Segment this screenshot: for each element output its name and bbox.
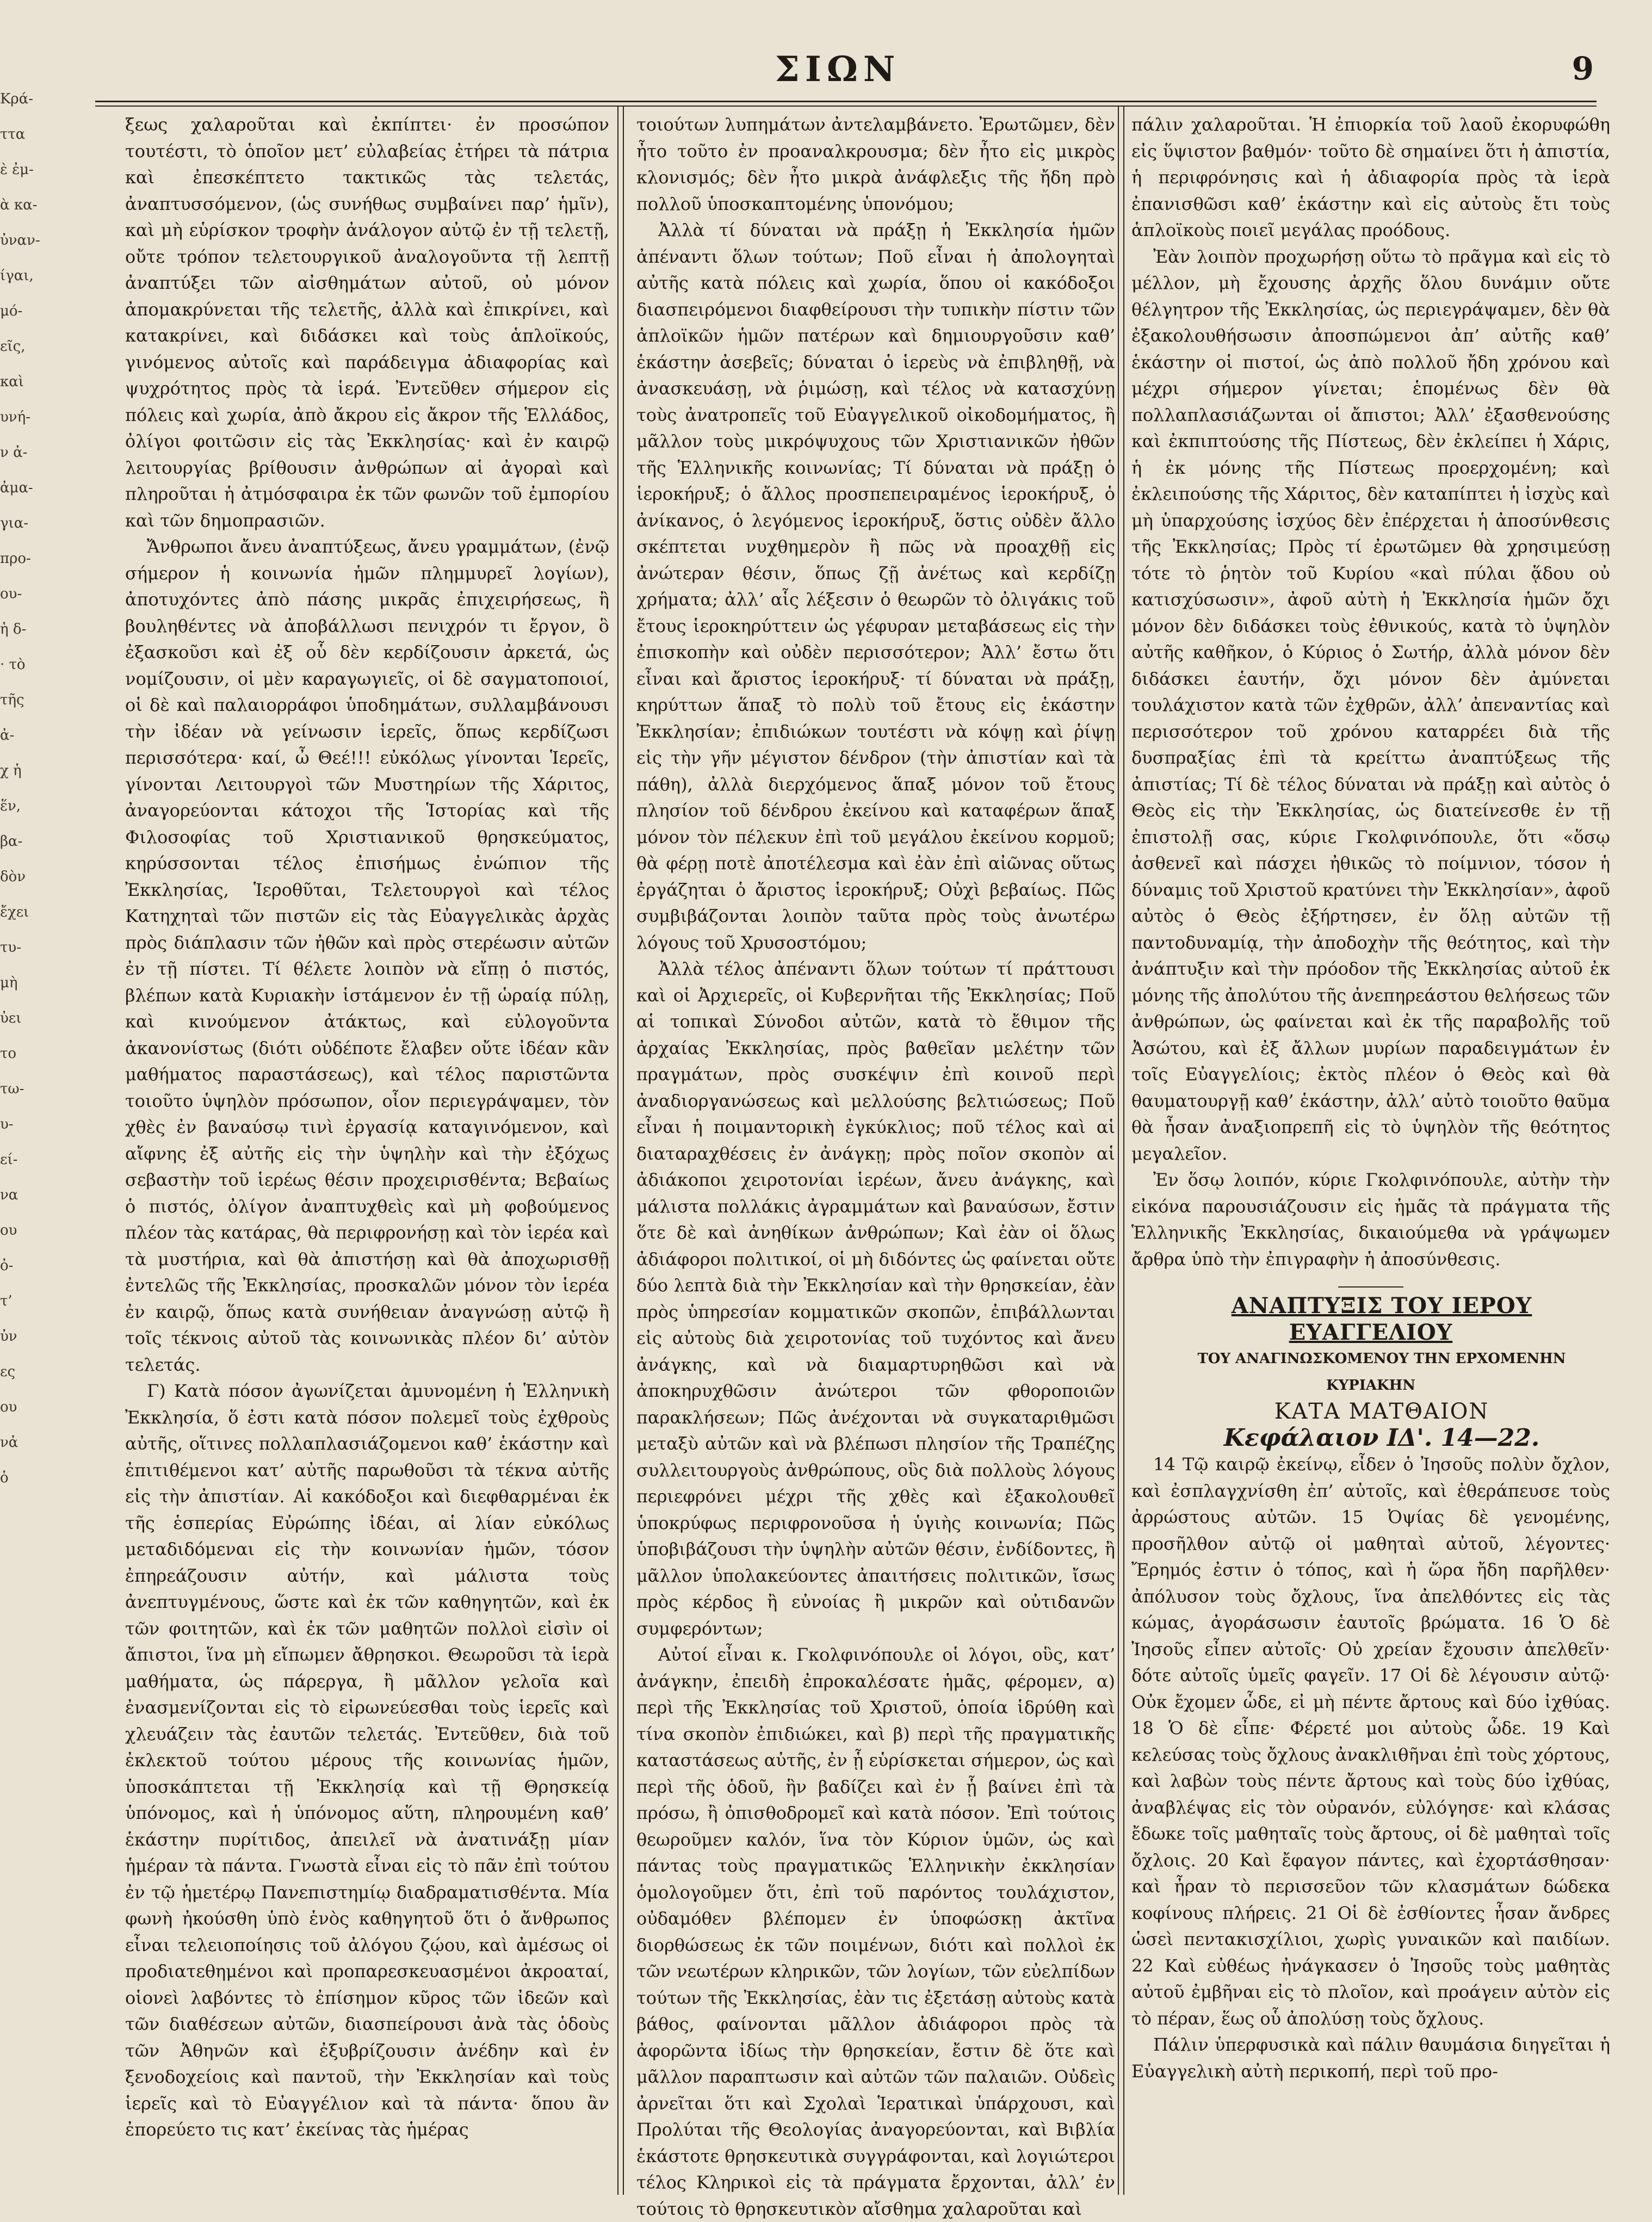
margin-fragment: τω-	[0, 1081, 24, 1097]
column-divider	[617, 106, 624, 2195]
margin-fragment: ὀ-	[0, 1258, 14, 1274]
gospel-section-title: ΑΝΑΠΤΥΞΙΣ ΤΟΥ ΙΕΡΟΥ ΕΥΑΓΓΕΛΙΟΥ	[1231, 1293, 1532, 1345]
margin-fragment: τυ-	[0, 939, 21, 956]
margin-fragment: μὴ	[0, 975, 18, 991]
paragraph: πάλιν χαλαροῦται. Ἡ ἐπιορκία τοῦ λαοῦ ἐκορυφώθη εἰς ὕψιστον βαθμόν· τοῦτο δὲ σημαίνει ὅτι ἡ ἀπιστία, ἡ περιφρόνησις καὶ ἡ ἀδιαφορία πρὸς τὰ ἱερὰ ἐπανισθῶσι καθ’ ἑκάστην καὶ εἰς αὐτοὺς ἔτι τοὺς ἁπλοϊκοὺς ποιεῖ μεγάλας προόδους.	[1131, 114, 1610, 240]
margin-fragment: τῆς	[0, 692, 24, 708]
margin-fragment: δὸν	[0, 869, 26, 885]
margin-fragment: να	[0, 1187, 18, 1203]
gospel-chapter: Κεφάλαιον ΙΔ'. 14—22.	[1223, 1423, 1540, 1452]
header-rule	[95, 101, 1597, 107]
margin-fragment: ὰ κα-	[0, 197, 38, 213]
margin-fragment: ὐναν-	[0, 232, 40, 249]
paragraph: Ἀλλὰ τέλος ἀπέναντι ὅλων τούτων τί πράττουσι καὶ οἱ Ἀρχιερεῖς, οἱ Κυβερνῆται τῆς Ἐκκλησίας; Ποῦ αἱ τοπικαὶ Σύνοδοι αὐτῶν, κατὰ τὸ ἔθιμον τῆς ἀρχαίας Ἐκκλησίας, πρὸς βαθεῖαν μελέτην τῶν πραγμάτων, πρὸς συσκέψιν ἐπὶ κοινοῦ περὶ ἀναδιοργανώσεως καὶ μελλούσης βελτιώσεως; Ποῦ εἶναι ἡ ποιμαντορικὴ ἐγκύκλιος; ποῦ τέλος καὶ αἱ διαταραχθέσεις ἐν ἀνάγκῃ; πρὸς ποῖον σκοπὸν αἱ ἀδιάκοποι χειροτονίαι ἱερέων, ἄνευ ἀνάγκης, καὶ μάλιστα πολλάκις ἀγραμμάτων καὶ βαναύσων, ἔστιν ὅτε δὲ καὶ ἀνηθίκων ἀνθρώπων; Καὶ ἐὰν οἱ ὅλως ἀδιάφοροι πολιτικοί, οἱ μὴ διδόντες ὡς φαίνεται οὔτε δύο λεπτὰ διὰ τὴν Ἐκκλησίαν καὶ τὴν θρησκείαν, ἐὰν πρὸς ὑπηρεσίαν κομματικῶν σκοπῶν, ἐπιβάλλωνται εἰς αὐτοὺς διὰ χειροτονίας τοῦ τυχόντος καὶ ἄνευ ἀνάγκης, καὶ νὰ διαμαρτυρηθῶσι καὶ νὰ ἀποκηρυχθῶσιν ἀνώτεροι τῶν φθοροποιῶν παρακλήσεων; Πῶς ἀνέχονται νὰ συγκαταριθμῶσι μεταξὺ αὐτῶν καὶ νὰ βλέπωσι πλησίον τῆς Τραπέζης συλλειτουργοὺς ἀνθρώπους, οὓς διὰ πολλοὺς λόγους περιεφρόνει μέχρι τῆς χθὲς καὶ ἐξακολουθεῖ ὑποκρύφως περιφρονοῦσα ἡ ὑγιὴς κοινωνία; Πῶς ὑποβιβάζουσι τὴν ὑψηλὴν αὐτῶν θέσιν, ἐνδίδοντες, ἢ μᾶλλον ὑπολακεύοντες ἀπαιτήσεις πολιτικῶν, ἴσως πρὸς κέρδος ἢ εὐνοίας ἢ μικρῶν καὶ οὐτιδανῶν συμφερόντων;	[636, 958, 1115, 1639]
margin-fragment: το	[0, 1045, 17, 1062]
masthead-title: ΣΙΩΝ	[775, 49, 901, 90]
margin-fragment: ττα	[0, 126, 26, 143]
margin-fragment: ἔχει	[0, 904, 29, 920]
margin-fragment: υνή-	[0, 409, 30, 425]
margin-fragment: ἀ-	[0, 727, 15, 744]
margin-fragment: ου	[0, 1222, 17, 1239]
margin-fragment: νἀ	[0, 1434, 18, 1451]
margin-fragment: ίγαι,	[0, 268, 34, 284]
paragraph: Ἐν ὅσῳ λοιπόν, κύριε Γκολφινόπουλε, αὐτὴν τὴν εἰκόνα παρουσιάζουσιν εἰς ἡμᾶς τὰ πράγματα τῆς Ἑλληνικῆς Ἐκκλησίας, δικαιούμεθα νὰ γράψωμεν ἄρθρα ὑπὸ τὴν ἐπιγραφὴν ἡ ἀποσύνθεσις.	[1131, 1169, 1610, 1270]
paragraph: Αὐτοί εἶναι κ. Γκολφινόπουλε οἱ λόγοι, οὓς, κατ’ ἀνάγκην, ἐπειδὴ ἐπροκαλέσατε ἡμᾶς, φέρομεν, α) περὶ τῆς Ἐκκλησίας τοῦ Χριστοῦ, ὁποία ἱδρύθη καὶ τίνα σκοπὸν ἐπιδιώκει, καὶ β) περὶ τῆς πραγματικῆς καταστάσεως αὐτῆς, ἐν ᾗ εὑρίσκεται σήμερον, ὡς καὶ περὶ τῆς ὁδοῦ, ἣν βαδίζει καὶ ἐν ᾗ βαίνει ἐπὶ τὰ πρόσω, ἢ ὀπισθοδρομεῖ καὶ κατὰ πόσον. Ἐπὶ τούτοις θεωροῦμεν καλόν, ἵνα τὸν Κύριον ὑμῶν, ὡς καὶ πάντας τοὺς πραγματικῶς Ἑλληνικὴν ἐκκλησίαν ὁμολογοῦμεν ὅτι, ἐπὶ τοῦ παρόντος τουλάχιστον, οὐδαμόθεν βλέπομεν ἐν ὑποφώσκῃ ἀκτῖνα διορθώσεως ἐκ τῶν ποιμένων, διότι καὶ πολλοὶ ἐκ τῶν νεωτέρων κληρικῶν, τῶν λογίων, τῶν εὐελπίδων τούτων τῆς Ἐκκλησίας, ἐὰν τις ἐξετάσῃ αὐτοὺς κατὰ βάθος, φαίνονται μᾶλλον ἀδιάφοροι πρὸς τὰ ἀφορῶντα ἰδίως τὴν θρησκείαν, ἔστιν δὲ ὅτε καὶ μᾶλλον παραπτωσιν καὶ αὐτῶν τῶν παλαιῶν. Οὐδεὶς ἀρνεῖται ὅτι καὶ Σχολαὶ Ἱερατικαὶ ὑπάρχουσι, καὶ Προλύται τῆς Θεολογίας ἀναγορεύονται, καὶ Βιβλία ἑκάστοτε θρησκευτικὰ συγγράφονται, καὶ λογιώτεροι τέλος Κληρικοὶ εἰς τὰ πράγματα ἔρχονται, ἀλλ’ ἐν τούτοις τὸ θρησκευτικὸν αἴσθημα χαλαροῦται καὶ	[636, 1644, 1115, 2219]
margin-fragment: τ’	[0, 1293, 13, 1309]
paragraph: Πάλιν ὑπερφυσικὰ καὶ πάλιν θαυμάσια διηγεῖται ἡ Εὐαγγελικὴ αὐτὴ περικοπή, περὶ τοῦ προ-	[1131, 2034, 1610, 2082]
paragraph: Ἀλλὰ τί δύναται νὰ πράξῃ ἡ Ἐκκλησία ἡμῶν ἀπέναντι ὅλων τούτων; Ποῦ εἶναι ἡ ἀπολογηταὶ αὐτῆς κατὰ πόλεις καὶ χωρία, ὅπου οἱ κακόδοξοι διασπειρόμενοι διαφθείρουσι τὴν τυπικὴν πίστιν τῶν ἁπλοϊκῶν ἡμῶν πατέρων καὶ δημιουργοῦσιν καθ’ ἑκάστην ἀσεβεῖς; δύναται ὁ ἱερεὺς νὰ ἐπιβληθῇ, νὰ ἀνασκευάσῃ, νὰ ῥιμώσῃ, καὶ τέλος νὰ κατασχύνῃ τοὺς ἀνατροπεῖς τοῦ Εὐαγγελικοῦ οἰκοδομήματος, ἢ μᾶλλον τοὺς μικρόψυχους τῶν Χριστιανικῶν ἠθῶν τῆς Ἑλληνικῆς κοινωνίας; Τί δύναται νὰ πράξῃ ὁ ἱεροκήρυξ; ὁ ἄλλος προσπεπειραμένος ἱεροκήρυξ, ὁ ἀνίκανος, ὁ λεγόμενος ἱεροκήρυξ, ὅστις οὐδὲν ἄλλο σκέπτεται νυχθημερὸν ἢ πῶς νὰ προαχθῇ εἰς ἀνώτεραν θέσιν, ὅπως ζῇ ἀνέτως καὶ κερδίζῃ χρήματα; ἀλλ’ αἷς λέξεσιν ὁ θεωρῶν τὸ ὀλιγάκις τοῦ ἔτους ἱεροκηρύττειν ὡς γέφυραν μεταβάσεως εἰς τὴν ἐπισκοπὴν καὶ οὐδὲν περισσότερον; Ἀλλ’ ἔστω ὅτι εἶναι καὶ ἄριστος ἱεροκήρυξ· τί δύναται νὰ πράξῃ, κηρύττων ἅπαξ τὸ πολὺ τοῦ ἔτους εἰς ἑκάστην Ἐκκλησίαν; ἐπιδιώκων τουτέστι νὰ κόψῃ καὶ ῥίψῃ εἰς τὴν γῆν μέγιστον δένδρον (τὴν ἀπιστίαν καὶ τὰ πάθη), ἀλλὰ διερχόμενος ἅπαξ μόνον τοῦ ἔτους πλησίον τοῦ δένδρου ἐκείνου καὶ καταφέρων ἅπαξ μόνον τὸν πέλεκυν ἐπὶ τοῦ μεγάλου ἐκείνου κορμοῦ; θὰ φέρῃ ποτὲ ἀποτέλεσμα καὶ ἐὰν ἐπὶ αἰῶνας οὕτως ἐργάζηται ὁ ἄριστος ἱεροκήρυξ; Οὐχὶ βεβαίως. Πῶς συμβιβάζονται λοιπὸν ταῦτα πρὸς τοὺς ἀνωτέρω λόγους τοῦ Χρυσοστόμου;	[636, 220, 1115, 953]
paragraph: Γ) Κατὰ πόσον ἀγωνίζεται ἀμυνομένη ἡ Ἑλληνικὴ Ἐκκλησία, ὅ ἐστι κατὰ πόσον πολεμεῖ τοὺς ἐχθροὺς αὐτῆς, οἵτινες πολλαπλασιάζομενοι καθ’ ἑκάστην καὶ ἐπιτιθέμενοι κατ’ αὐτῆς παρωθοῦσι τὰ τέκνα αὐτῆς εἰς τὴν ἀπιστίαν. Αἱ κακόδοξοι καὶ διεφθαρμέναι ἐκ τῆς ἑσπερίας Εὐρώπης ἰδέαι, αἱ λίαν εὐκόλως μεταδιδόμεναι εἰς τὴν κοινωνίαν ἡμῶν, τόσον ἐπηρεάζουσιν αὐτήν, καὶ μάλιστα τοὺς ἀνεπτυγμένους, ὥστε καὶ ἐκ τῶν καθηγητῶν, καὶ ἐκ τῶν φοιτητῶν, καὶ ἐκ τῶν μαθητῶν πολλοὶ εἰσὶν οἱ ἄπιστοι, ἵνα μὴ εἴπωμεν ἄθρησκοι. Θεωροῦσι τὰ ἱερὰ μαθήματα, ὡς πάρεργα, ἢ μᾶλλον γελοῖα καὶ ἐνασμενίζονται εἰς τὸ εἰρωνεύεσθαι τοὺς ἱερεῖς καὶ χλευάζειν τὰς ἐαυτῶν τελετάς. Ἐντεῦθεν, διὰ τοῦ ἐκλεκτοῦ τούτου μέρους τῆς κοινωνίας ἡμῶν, ὑποσκάπτεται τῇ Ἐκκλησίᾳ καὶ τῇ Θρησκείᾳ ὑπόνομος, καὶ ἡ ὑπόνομος αὕτη, πληρουμένη καθ’ ἑκάστην πυρίτιδος, ἀπειλεῖ νὰ ἀνατινάξῃ μίαν ἡμέραν τὰ πάντα. Γνωστὰ εἶναι εἰς τὸ πᾶν ἐπὶ τούτου ἐν τῷ ἡμετέρῳ Πανεπιστημίῳ διαδραματισθέντα. Μία φωνὴ ἠκούσθη ὑπὸ ἑνὸς καθηγητοῦ ὅτι ὁ ἄνθρωπος εἶναι τελειοποίησις τοῦ ἀλόγου ζῴου, καὶ ἀμέσως οἱ προδιατεθημένοι καὶ προπαρεσκευασμένοι ἀκροαταί, οἱονεὶ λαβόντες τὸ ἐπίσημον κῦρος τῶν ἰδεῶν καὶ τῶν διαθέσεων αὐτῶν, διασπείρουσι ἀνὰ τὰς ὁδοὺς τῶν Ἀθηνῶν καὶ ἐξυβρίζουσιν ἀνέδην καὶ ἐν ξενοδοχείοις καὶ παντοῦ, τὴν Ἐκκλησίαν καὶ τοὺς ἱερεῖς καὶ τὸ Εὐαγγέλιον καὶ τὰ πάντα· ὅπου ἂν ἐπορεύετο τις κατ’ ἐκείνας τὰς ἡμέρας	[125, 1381, 609, 2140]
margin-fragment: ου-	[0, 586, 22, 602]
margin-fragment: ες	[0, 1364, 16, 1380]
margin-fragment: ἀμα-	[0, 480, 33, 496]
gospel-section-subtitle: ΤΟΥ ΑΝΑΓΙΝΩΣΚΟΜΕΝΟΥ ΤΗΝ ΕΡΧΟΜΕΝΗΝ ΚΥΡΙΑΚΗΝ	[1197, 1351, 1566, 1394]
margin-fragment: υ-	[0, 1116, 14, 1132]
left-margin-fragments	[0, 82, 40, 1583]
column-divider	[1118, 106, 1124, 2195]
margin-fragment: ὲ ἐμ-	[0, 162, 34, 178]
paragraph: 14 Τῷ καιρῷ ἐκείνῳ, εἶδεν ὁ Ἰησοῦς πολὺν ὄχλον, καὶ ἐσπλαγχνίσθη ἐπ’ αὐτοῖς, καὶ ἐθεράπευσε τοὺς ἀρρώστους αὐτῶν. 15 Ὀψίας δὲ γενομένης, προσῆλθον αὐτῷ οἱ μαθηταὶ αὐτοῦ, λέγοντες· Ἔρημός ἐστιν ὁ τόπος, καὶ ἡ ὥρα ἤδη παρῆλθεν· ἀπόλυσον τοὺς ὄχλους, ἵνα ἀπελθόντες εἰς τὰς κώμας, ἀγοράσωσιν ἑαυτοῖς βρώματα. 16 Ὁ δὲ Ἰησοῦς εἶπεν αὐτοῖς· Οὐ χρείαν ἔχουσιν ἀπελθεῖν· δότε αὐτοῖς ὑμεῖς φαγεῖν. 17 Οἱ δὲ λέγουσιν αὐτῷ· Οὐκ ἔχομεν ὧδε, εἰ μὴ πέντε ἄρτους καὶ δύο ἰχθύας. 18 Ὁ δὲ εἶπε· Φέρετέ μοι αὐτοὺς ὧδε. 19 Καὶ κελεύσας τοὺς ὄχλους ἀνακλιθῆναι ἐπὶ τοὺς χόρτους, καὶ λαβὼν τοὺς πέντε ἄρτους καὶ τοὺς δύο ἰχθύας, ἀναβλέψας εἰς τὸν οὐρανόν, εὐλόγησε· καὶ κλάσας ἔδωκε τοῖς μαθηταῖς τοὺς ἄρτους, οἱ δὲ μαθηταὶ τοῖς ὄχλοις. 20 Καὶ ἔφαγον πάντες, καὶ ἐχορτάσθησαν· καὶ ἦραν τὸ περισσεῦον τῶν κλασμάτων δώδεκα κοφίνους πλήρεις. 21 Οἱ δὲ ἐσθίοντες ἦσαν ἄνδρες ὡσεὶ πεντακισχίλιοι, χωρὶς γυναικῶν καὶ παιδίων. 22 Καὶ εὐθέως ἠνάγκασεν ὁ Ἰησοῦς τοὺς μαθητὰς αὐτοῦ ἐμβῆναι εἰς τὸ πλοῖον, καὶ προάγειν αὐτὸν εἰς τὸ πέραν, ἕως οὗ ἀπολύσῃ τοὺς ὄχλους.	[1131, 1454, 1610, 2029]
page-header	[82, 44, 1594, 92]
margin-fragment: ὐν	[0, 1328, 17, 1345]
margin-fragment: βα-	[0, 833, 23, 850]
margin-fragment: εί-	[0, 1152, 18, 1168]
margin-fragment: εῖς,	[0, 338, 26, 355]
margin-fragment: ἕν,	[0, 798, 21, 814]
section-divider	[1338, 1286, 1403, 1288]
margin-fragment: μό-	[0, 303, 23, 319]
margin-fragment: Κρά-	[0, 91, 34, 107]
column-1	[125, 112, 609, 2189]
page-number: 9	[1571, 50, 1594, 87]
margin-fragment: προ-	[0, 550, 31, 567]
margin-fragment: ὁ	[0, 1470, 9, 1486]
column-2	[636, 112, 1115, 2219]
paragraph: τοιούτων λυπημάτων ἀντελαμβάνετο. Ἐρωτῶμεν, δὲν ἦτο τοῦτο ἐν προαναλκρουσμα; δὲν ἦτο εἰς μικρὸς κλονισμός; δὲν ἦτο μικρὰ ἀνάφλεξις τῆς ἤδη πρὸ πολλοῦ ὑποσκαπτομένης ὑπονόμου;	[636, 114, 1115, 214]
margin-fragment: ὐει	[0, 1010, 22, 1026]
margin-fragment: ἡ δ-	[0, 621, 27, 637]
margin-fragment: καὶ	[0, 374, 24, 390]
column-3	[1131, 112, 1610, 2189]
paragraph: Ἄνθρωποι ἄνευ ἀναπτύξεως, ἄνευ γραμμάτων, (ἐνῷ σήμερον ἡ κοινωνία ἡμῶν πλημμυρεῖ λογίων), ἀποτυχόντες ἀπὸ πάσης μικρᾶς ἐπιχειρήσεως, ἢ βουληθέντες νὰ ἀποβάλλωσι πενιχρόν τι ἔργον, ὃ ἐξασκοῦσι καὶ ἐξ οὗ δὲν κερδίζουσιν ἀρκετά, ὡς νομίζουσιν, οἱ μὲν καραγωγιεῖς, οἱ δὲ σαγματοποιοί, οἱ δὲ καὶ παλαιορράφοι ὑποδημάτων, συλλαμβάνουσι τὴν ἰδέαν νὰ γείνωσιν ἱερεῖς, ὅπως κερδίζωσι περισσότερα· καί, ὦ Θεέ!!! εὐκόλως γίνονται Ἱερεῖς, γίνονται Λειτουργοὶ τῶν Μυστηρίων τῆς Χάριτος, ἀναγορεύονται κάτοχοι τῆς Ἱστορίας καὶ τῆς Φιλοσοφίας τοῦ Χριστιανικοῦ θρησκεύματος, κηρύσσονται τέλος ἐπισήμως ἐνώπιον τῆς Ἐκκλησίας, Ἱεροθῦται, Τελετουργοὶ καὶ τέλος Κατηχηταὶ τῶν πιστῶν εἰς τὰς Εὐαγγελικὰς ἀρχὰς πρὸς διάπλασιν τῶν ἠθῶν καὶ πρὸς στερέωσιν αὐτῶν ἐν τῇ πίστει. Τί θέλετε λοιπὸν νὰ εἴπῃ ὁ πιστός, βλέπων κατὰ Κυριακὴν ἱστάμενον ἐν τῇ ὡραίᾳ πύλῃ, καὶ κινούμενον ἀτάκτως, καὶ εὐλογοῦντα ἀκανονίστως (διότι οὐδέποτε ἔλαβεν οὔτε ἰδέαν κἂν μαθήματος παραστάσεως), καὶ τέλος παριστῶντα τοιοῦτο ὑψηλὸν πρόσωπον, οἷον περιεγράψαμεν, τὸν χθὲς ἐν βαναύσῳ τινὶ ἐργασίᾳ καταγινόμενον, καὶ αἴφνης ἐξ αὐτῆς εἰς τὴν ὑψηλὴν καὶ τὴν ἐξόχως σεβαστὴν τοῦ ἱερέως θέσιν προχειρισθέντα; Βεβαίως ὁ πιστός, ὀλίγον ἀναπτυχθεὶς καὶ μὴ φοβούμενος πλέον τὰς κατάρας, θὰ περιφρονήσῃ καὶ τὸν ἱερέα καὶ τὰ μυστήρια, καὶ θὰ ἀπιστήσῃ καὶ θὰ ἀποχωρισθῇ ἐντελῶς τῆς Ἐκκλησίας, προσκαλῶν μόνον τὸν ἱερέα ἐν καιρῷ, ὅπως κατὰ συνήθειαν ἀναγνώσῃ αὐτῷ ἢ τοῖς τέκνοις αὐτοῦ τὰς κοινωνικὰς πλέον δι’ αὐτὸν τελετάς.	[125, 536, 609, 1375]
margin-fragment: χ ἡ	[0, 763, 22, 779]
gospel-evangelist: ΚΑΤΑ ΜΑΤΘΑΙΟΝ	[1274, 1399, 1489, 1424]
margin-fragment: ου	[0, 1399, 17, 1415]
margin-fragment: για-	[0, 515, 29, 531]
margin-fragment: · τὸ	[0, 657, 26, 673]
paragraph: ξεως χαλαροῦται καὶ ἐκπίπτει· ἐν προσώπον τουτέστι, τὸ ὁποῖον μετ’ εὐλαβείας ἐτήρει τὰ πάτρια καὶ ἐπεσκέπτετο τακτικῶς τὰς τελετάς, ἀναπτυσσόμενον, (ὡς συνήθως συμβαίνει παρ’ ἡμῖν), καὶ μὴ εὑρίσκον τροφὴν ἀνάλογον αὐτῷ ἐν τῇ τελετῇ, οὔτε τρόπον τελετουργικοῦ ἀναλογοῦντα τῇ λεπτῇ ἀναπτύξει τῶν αἰσθημάτων αὐτοῦ, οὐ μόνον ἀπομακρύνεται τῆς τελετῆς, ἀλλὰ καὶ ἐπικρίνει, καὶ κατακρίνει, καὶ διδάσκει καὶ τοὺς ἁπλοϊκούς, γινόμενος αὐτοῖς καὶ παράδειγμα ἀδιαφορίας καὶ ψυχρότητος πρὸς τὰ ἱερά. Ἐντεῦθεν σήμερον εἰς πόλεις καὶ χωρία, ἀπὸ ἄκρου εἰς ἄκρον τῆς Ἑλλάδος, ὀλίγοι φοιτῶσιν εἰς τὰς Ἐκκλησίας· καὶ ἐν καιρῷ λειτουργίας βρίθουσιν ἀνθρώπων αἱ ἀγοραὶ καὶ πληροῦται ἡ ἀτμόσφαιρα ἐκ τῶν φωνῶν τοῦ ἐμπορίου καὶ τῶν δημοπρασιῶν.	[125, 114, 609, 531]
margin-fragment: ν ἀ-	[0, 444, 28, 461]
paragraph: Ἐὰν λοιπὸν προχωρήσῃ οὕτω τὸ πρᾶγμα καὶ εἰς τὸ μέλλον, μὴ ἔχουσης ἀρχῆς ὅλου δυνάμιν οὔτε θέλγητρον τῆς Ἐκκλησίας, ὡς περιεγράψαμεν, δὲν θὰ ἐξακολουθήσωσιν ἀποσπώμενοι ἀπ’ αὐτῆς καθ’ ἑκάστην οἱ πιστοί, ὡς ἀπὸ πολλοῦ ἤδη χρόνου καὶ μέχρι σήμερον γίνεται; ἑπομένως δὲν θὰ πολλαπλασιάζωνται οἱ ἄπιστοι; Ἀλλ’ ἐξασθενούσης καὶ ἐκπιπτούσης τῆς Πίστεως, δὲν ἐκλείπει ἡ Χάρις, ἡ ἐκ μόνης τῆς Πίστεως προερχομένη; καὶ ἐκλειπούσης τῆς Χάριτος, δὲν καταπίπτει ἡ ἰσχὺς καὶ μὴ ὑπαρχούσης ἰσχύος δὲν ἐπέρχεται ἡ ἀποσύνθεσις τῆς Ἐκκλησίας; Πρὸς τί ἐρωτῶμεν θὰ χρησιμεύσῃ τότε τὸ ῥητὸν τοῦ Κυρίου «καὶ πύλαι ᾅδου οὐ κατισχύσωσιν», ἀφοῦ αὐτὴ ἡ Ἐκκλησία ἡμῶν ὄχι μόνον δὲν διδάσκει τοὺς ἐθνικούς, κατὰ τὸ ὑψηλὸν αὐτῆς καθῆκον, ὁ Κύριος ὁ Σωτήρ, ἀλλὰ μόνον δὲν διδάσκει ἑαυτήν, ὄχι μόνον δὲν ἀμύνεται τουλάχιστον κατὰ τῶν ἐχθρῶν, ἀλλ’ ἀπεναντίας καὶ περισσότερον τοῦ χρόνου καταρρέει διὰ τῆς δυσπραξίας ἐπὶ τὰ κρείττω ἀναπτύξεως τῆς ἀπιστίας; Τί δὲ τέλος δύναται νὰ πράξῃ καὶ αὐτὸς ὁ Θεὸς εἰς τὴν Ἐκκλησίας, ὡς διατείνεσθε ἐν τῇ ἐπιστολῇ σας, κύριε Γκολφινόπουλε, ὅτι «ὅσῳ ἀσθενεῖ καὶ πάσχει ἠθικῶς τὸ ποίμνιον, τόσον ἡ δύναμις τοῦ Χριστοῦ κρατύνει τὴν Ἐκκλησίαν», ἀφοῦ αὐτὸς ὁ Θεὸς ἐξήρτησεν, ἐν ὅλῃ αὐτῶν τῇ παντοδυναμίᾳ, τὴν ἀποδοχὴν τῆς θεότητος, καὶ τὴν ἀνάπτυξιν καὶ τὴν πρόοδον τῆς Ἐκκλησίας αὐτοῦ ἐκ μόνης τῆς ἀπολύτου τῆς ἀνεπηρεάστου θελήσεως τῶν ἀνθρώπων, ὡς φαίνεται καὶ ἐκ τῆς παραβολῆς τοῦ Ἀσώτου, καὶ ἐξ ἄλλων μυρίων παραδειγμάτων ἐν τοῖς Εὐαγγελίοις; ἐκτὸς πλέον ὁ Θεὸς καὶ θὰ θαυματουργῇ καθ’ ἑκάστην, ἀλλ’ αὐτὸ τοιοῦτο θαῦμα θὰ ἦσαν ἀναξιοπρεπῆ εἰς τὸ ὑψηλὸν τῆς θεότητος μεγαλεῖον.	[1131, 246, 1610, 1164]
